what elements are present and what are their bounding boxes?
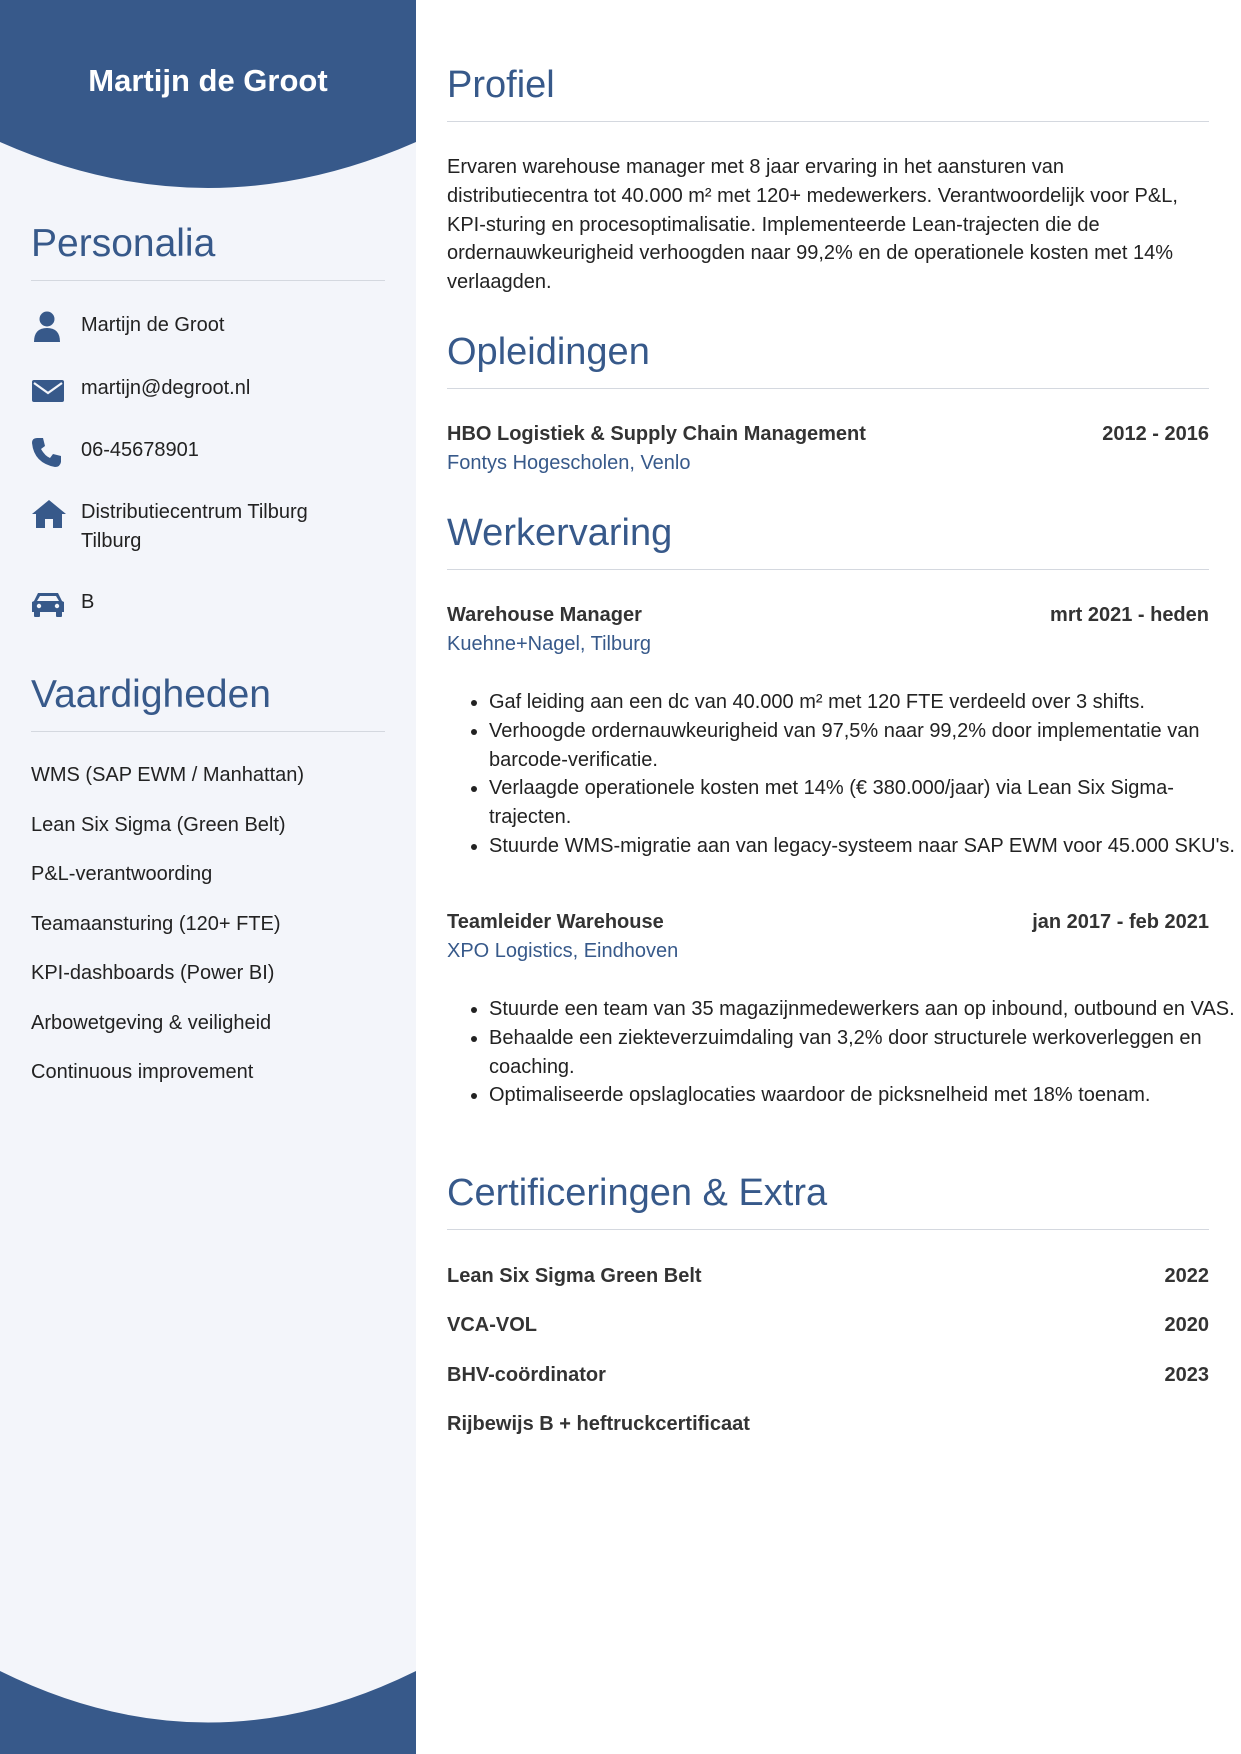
personalia-title: Personalia (31, 222, 385, 281)
cert-row (447, 1314, 1209, 1337)
skill-item: Lean Six Sigma (Green Belt) (31, 814, 286, 836)
cert-year: 2020 (1164, 1314, 1209, 1336)
candidate-name: Martijn de Groot (88, 63, 328, 98)
profiel-text: Ervaren warehouse manager met 8 jaar ervaring in het aansturen van distributiecentra tot 40.000 m² met 120+ medewerkers. Verantwoordelijk voor P&L, KPI-sturing en procesoptimalisatie. Implementeerde Lean-trajecten die de ordernauwkeurigheid verhoogden naar 99,2% en de operationele kosten met 14% verlaagden. (447, 156, 1178, 294)
job-bullet: • Optimaliseerde opslaglocaties waardoor de picksnelheid met 18% toenam. (489, 1081, 1241, 1110)
job-bullet: • Behaalde een ziekteverzuimdaling van 3,2% door structurele werkoverleggen en coaching. (489, 1024, 1241, 1082)
job-role: Teamleider Warehouse (447, 911, 664, 933)
footer-arc (0, 1664, 416, 1754)
skill-item: KPI-dashboards (Power BI) (31, 962, 275, 984)
car-icon (31, 588, 67, 620)
personalia-name: Martijn de Groot (81, 314, 225, 336)
skill-item: WMS (SAP EWM / Manhattan) (31, 764, 305, 786)
job-period: mrt 2021 - heden (1050, 604, 1209, 626)
opleidingen-title: Opleidingen (447, 331, 1209, 389)
cert-row (447, 1413, 1209, 1436)
job-bullet: • Verhoogde ordernauwkeurigheid van 97,5% naar 99,2% door implementatie van barcode-verificatie. (489, 717, 1241, 775)
cert-name: Rijbewijs B + heftruckcertificaat (447, 1413, 750, 1435)
skill-item: Arbowetgeving & veiligheid (31, 1012, 272, 1034)
phone-icon (31, 436, 67, 468)
job-company: Kuehne+Nagel, Tilburg (447, 633, 652, 655)
cert-name: Lean Six Sigma Green Belt (447, 1265, 702, 1287)
envelope-icon (31, 374, 67, 406)
certificeringen-title: Certificeringen & Extra (447, 1172, 1209, 1230)
person-icon (31, 311, 67, 343)
sidebar (0, 0, 416, 1754)
skills-title: Vaardigheden (31, 673, 385, 732)
personalia-item-license (31, 588, 391, 620)
skill-item: P&L-verantwoording (31, 863, 213, 885)
cert-year: 2023 (1164, 1364, 1209, 1386)
personalia-item-name (31, 311, 391, 343)
job-period: jan 2017 - feb 2021 (1032, 911, 1209, 933)
personalia-phone[interactable]: 06-45678901 (81, 439, 199, 461)
personalia-address (81, 498, 308, 556)
education-years: 2012 - 2016 (1102, 423, 1209, 445)
cert-year: 2022 (1164, 1265, 1209, 1287)
personalia-email[interactable]: martijn@degroot.nl (81, 377, 251, 399)
cert-row (447, 1265, 1209, 1288)
home-icon (31, 498, 67, 530)
job-bullets (447, 995, 1241, 1110)
personalia-item-address (31, 498, 391, 556)
job-role: Warehouse Manager (447, 604, 642, 626)
job-bullet: • Verlaagde operationele kosten met 14% (€ 380.000/jaar) via Lean Six Sigma-trajecten. (489, 774, 1241, 832)
job-bullet: • Gaf leiding aan een dc van 40.000 m² met 120 FTE verdeeld over 3 shifts. (489, 688, 1241, 717)
werkervaring-title: Werkervaring (447, 512, 1209, 570)
job-row (447, 604, 1209, 627)
skill-item: Continuous improvement (31, 1061, 254, 1083)
personalia-license: B (81, 591, 95, 613)
personalia-item-phone (31, 436, 391, 468)
job-company: XPO Logistics, Eindhoven (447, 940, 679, 962)
job-bullet: • Stuurde een team van 35 magazijnmedewerkers aan op inbound, outbound en VAS. (489, 995, 1241, 1024)
cert-row (447, 1364, 1209, 1387)
job-bullets (447, 688, 1241, 861)
profiel-title: Profiel (447, 64, 1209, 122)
address-line-2: Tilburg (81, 530, 142, 552)
skill-item: Teamaansturing (120+ FTE) (31, 913, 281, 935)
education-row (447, 423, 1209, 446)
education-degree: HBO Logistiek & Supply Chain Management (447, 423, 866, 445)
education-school: Fontys Hogescholen, Venlo (447, 452, 691, 474)
address-line-1: Distributiecentrum Tilburg (81, 501, 308, 523)
job-bullet: • Stuurde WMS-migratie aan van legacy-systeem naar SAP EWM voor 45.000 SKU's. (489, 832, 1241, 861)
cert-name: VCA-VOL (447, 1314, 537, 1336)
personalia-item-email (31, 374, 391, 406)
cert-name: BHV-coördinator (447, 1364, 606, 1386)
job-row (447, 911, 1209, 934)
